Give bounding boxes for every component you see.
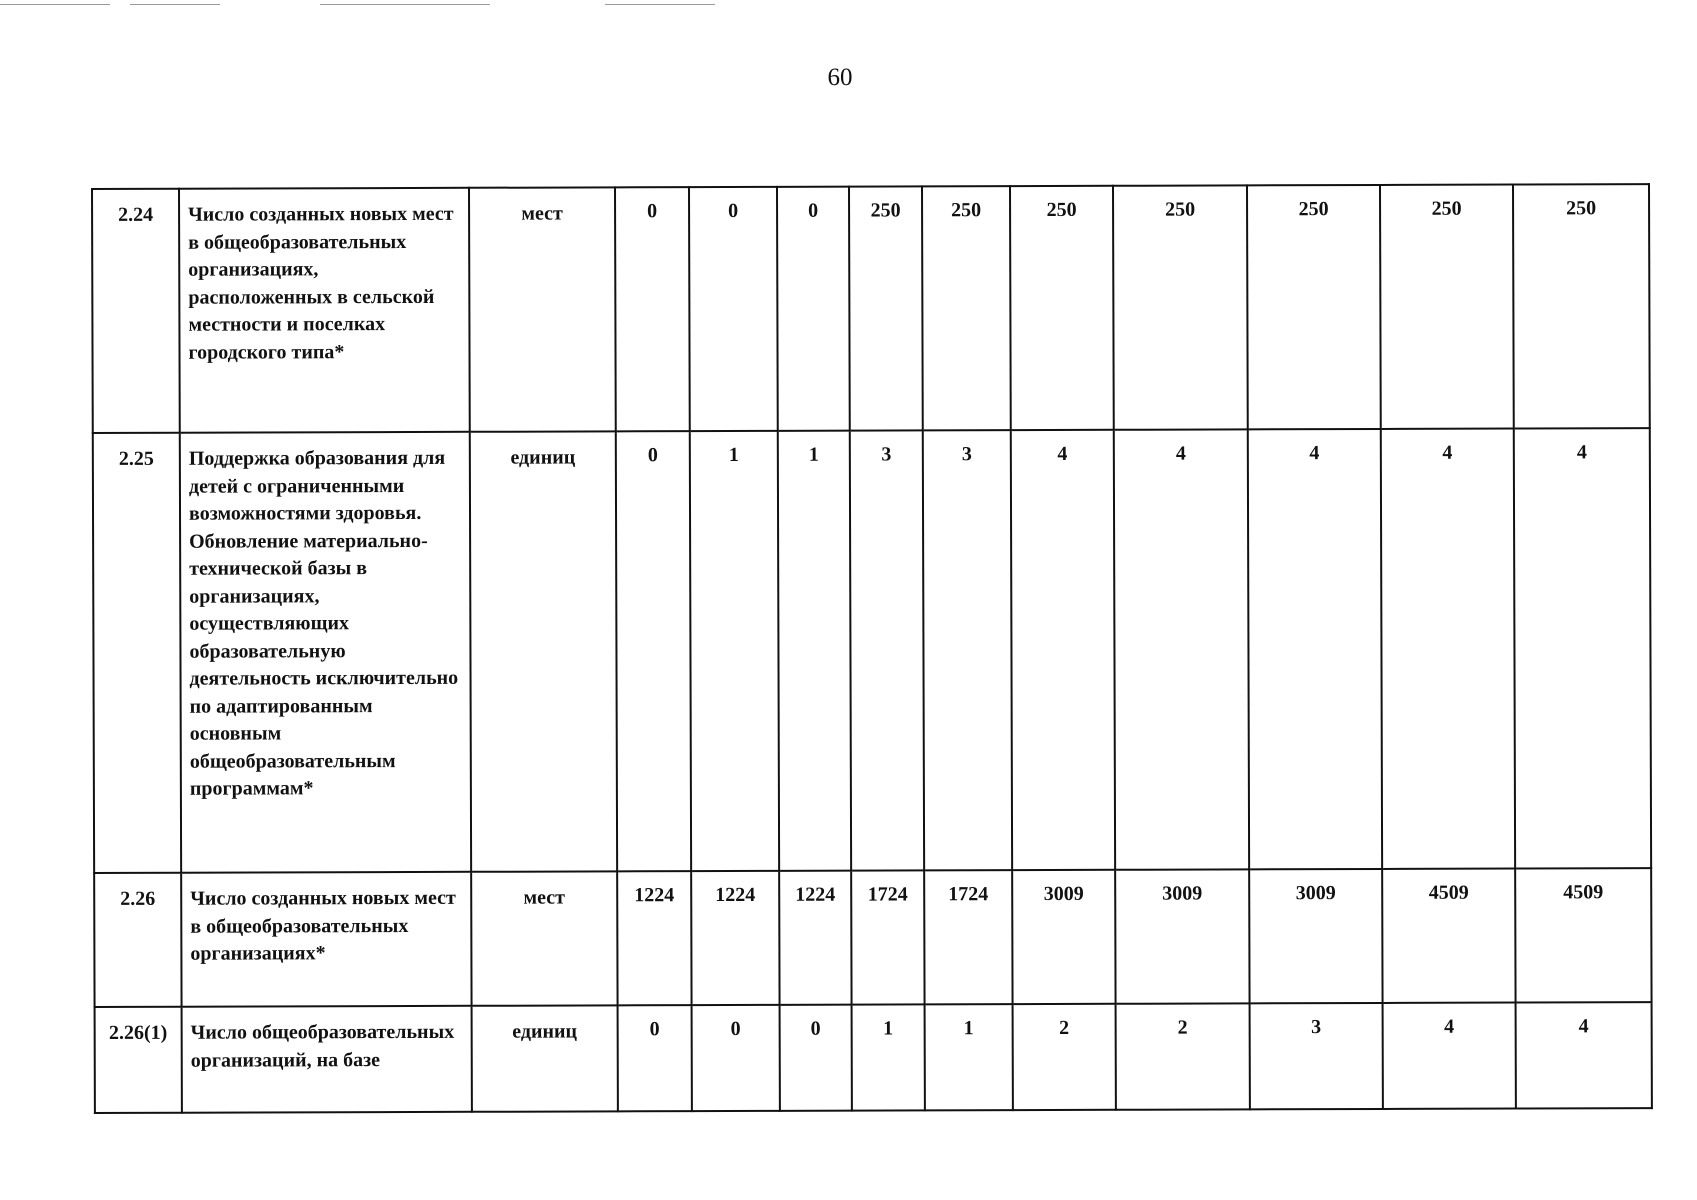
value-cell: 1 — [925, 1004, 1013, 1110]
value-cell: 4509 — [1515, 868, 1651, 1002]
value-cell: 4 — [1011, 430, 1115, 870]
table-row — [94, 868, 1651, 1007]
value-cell: 0 — [615, 187, 690, 431]
value-cell: 3 — [850, 430, 924, 870]
value-cell: 250 — [1113, 185, 1248, 429]
value-cell: 4 — [1383, 1003, 1516, 1109]
value-cell: 0 — [692, 1005, 780, 1111]
table-row — [95, 1002, 1652, 1113]
row-id: 2.25 — [93, 433, 181, 873]
value-cell: 0 — [777, 187, 850, 431]
row-unit: единиц — [470, 431, 617, 871]
value-cell: 1224 — [691, 871, 779, 1005]
value-cell: 4509 — [1382, 869, 1515, 1003]
value-cell: 1224 — [779, 871, 851, 1005]
value-cell: 4 — [1114, 429, 1249, 869]
value-cell: 0 — [780, 1005, 852, 1111]
value-cell: 4 — [1381, 429, 1515, 869]
value-cell: 3009 — [1012, 870, 1115, 1004]
row-unit: мест — [469, 187, 616, 431]
row-description: Число созданных новых мест в общеобразовательных организациях* — [181, 872, 471, 1007]
scan-artifact-line — [605, 4, 715, 5]
value-cell: 2 — [1116, 1003, 1250, 1109]
value-cell: 250 — [1010, 186, 1114, 430]
value-cell: 250 — [849, 186, 923, 430]
value-cell: 0 — [616, 431, 691, 871]
value-cell: 250 — [1513, 184, 1650, 428]
row-unit: единиц — [472, 1005, 618, 1111]
row-unit: мест — [471, 871, 617, 1005]
value-cell: 3 — [923, 430, 1012, 870]
value-cell: 4 — [1248, 429, 1382, 869]
value-cell: 1724 — [851, 870, 924, 1004]
value-cell: 250 — [1380, 185, 1514, 429]
row-id: 2.24 — [92, 189, 180, 433]
row-description: Число созданных новых мест в общеобразовательных организациях, расположенных в сельской местности и поселках городского типа* — [179, 188, 470, 433]
value-cell: 250 — [922, 186, 1011, 430]
row-description: Число общеобразовательных организаций, на базе — [182, 1006, 472, 1113]
scan-artifact-line — [320, 4, 490, 5]
page-number: 60 — [827, 64, 853, 91]
row-id: 2.26 — [94, 873, 181, 1007]
value-cell: 3 — [1250, 1003, 1383, 1109]
value-cell: 1 — [778, 431, 851, 871]
scan-artifact-line — [0, 4, 110, 5]
scan-artifact-line — [130, 4, 220, 5]
value-cell: 1 — [852, 1004, 925, 1110]
value-cell: 4 — [1516, 1002, 1652, 1108]
value-cell: 1224 — [617, 871, 691, 1005]
value-cell: 1724 — [924, 870, 1012, 1004]
row-id: 2.26(1) — [95, 1007, 182, 1113]
value-cell: 0 — [618, 1005, 692, 1111]
value-cell: 250 — [1247, 185, 1381, 429]
indicators-table — [91, 183, 1653, 1114]
value-cell: 3009 — [1115, 869, 1249, 1003]
value-cell: 4 — [1514, 428, 1651, 868]
value-cell: 1 — [690, 431, 779, 871]
value-cell: 3009 — [1249, 869, 1382, 1003]
row-description: Поддержка образования для детей с ограниченными возможностями здоровья. Обновление материально-технической базы в организациях, осуществляющих образовательную деятельность исключительно по адаптированным основным общеобразовательным программам* — [180, 432, 471, 873]
value-cell: 0 — [689, 187, 778, 431]
value-cell: 2 — [1013, 1004, 1116, 1110]
table-row — [92, 184, 1650, 433]
table-row — [93, 428, 1651, 873]
